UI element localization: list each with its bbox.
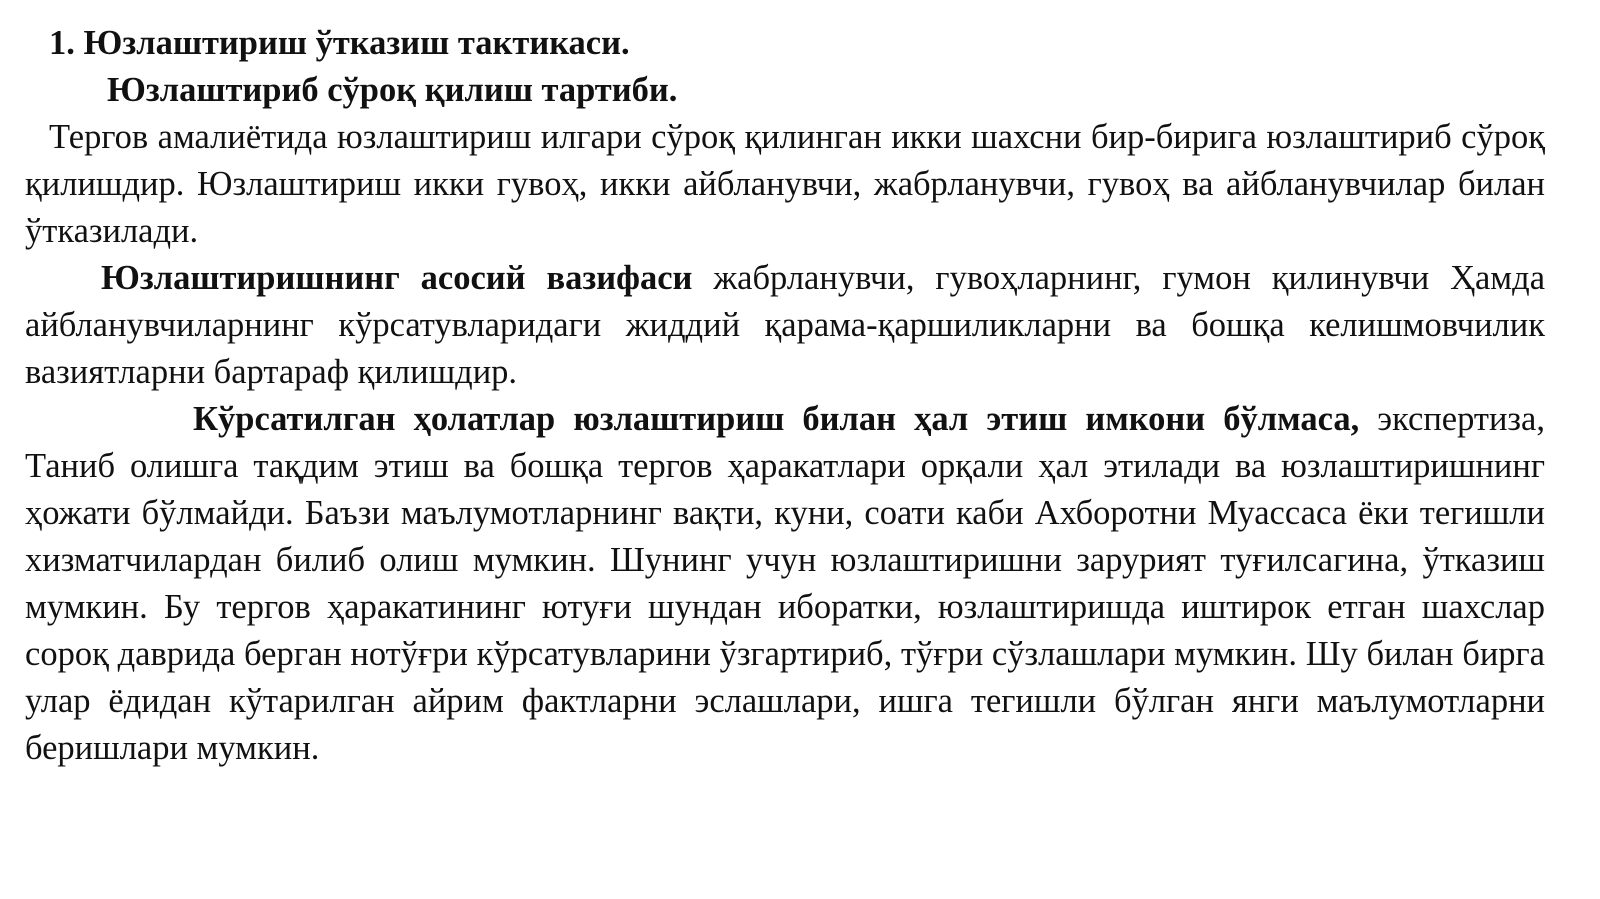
paragraph-definition: Тергов амалиётида юзлаштириш илгари сўроқ қилинган икки шахсни бир-бирига юзлаштириб сўроқ қилишдир. Юзлаштириш икки гувоҳ, икки айбланувчи, жабрланувчи, гувоҳ ва айбланувчилар билан ўтказилади. xyxy=(25,118,1545,250)
subsection-heading: Юзлаштириб сўроқ қилиш тартиби. xyxy=(107,71,678,109)
alternatives-bold-phrase: Кўрсатилган ҳолатлар юзлаштириш билан ҳал этиш имкони бўлмаса, xyxy=(193,400,1360,438)
paragraph-main-task xyxy=(25,255,1545,396)
document-page xyxy=(25,20,1545,772)
alternatives-text: экспертиза, Таниб олишга тақдим этиш ва бошқа тергов ҳаракатлари орқали ҳал этилади ва юзлаштиришнинг ҳожати бўлмайди. Баъзи маълумотларнинг вақти, куни, соати каби Ахборотни Муассаса ёки тегишли хизматчилардан билиб олиш мумкин. Шунинг учун юзлаштиришни зарурият туғилсагина, ўтказиш мумкин. Бу тергов ҳаракатининг ютуғи шундан иборатки, юзлаштиришда иштирок етган шахслар сороқ даврида берган нотўғри кўрсатувларини ўзгартириб, тўғри сўзлашлари мумкин. Шу билан бирга улар ёдидан кўтарилган айрим фактларни эслашлари, ишга тегишли бўлган янги маълумотларни беришлари мумкин. xyxy=(25,400,1545,767)
section-heading: 1. Юзлаштириш ўтказиш тактикаси. xyxy=(49,24,630,62)
main-task-text: жабрланувчи, гувоҳларнинг, гумон қилинувчи Ҳамда айбланувчиларнинг кўрсатувларидаги жиддий қарама-қаршиликларни ва бошқа келишмовчилик вазиятларни бартараф қилишдир. xyxy=(25,259,1546,391)
paragraph-alternatives xyxy=(25,396,1545,772)
main-task-bold-phrase: Юзлаштиришнинг асосий вазифаси xyxy=(101,259,693,297)
